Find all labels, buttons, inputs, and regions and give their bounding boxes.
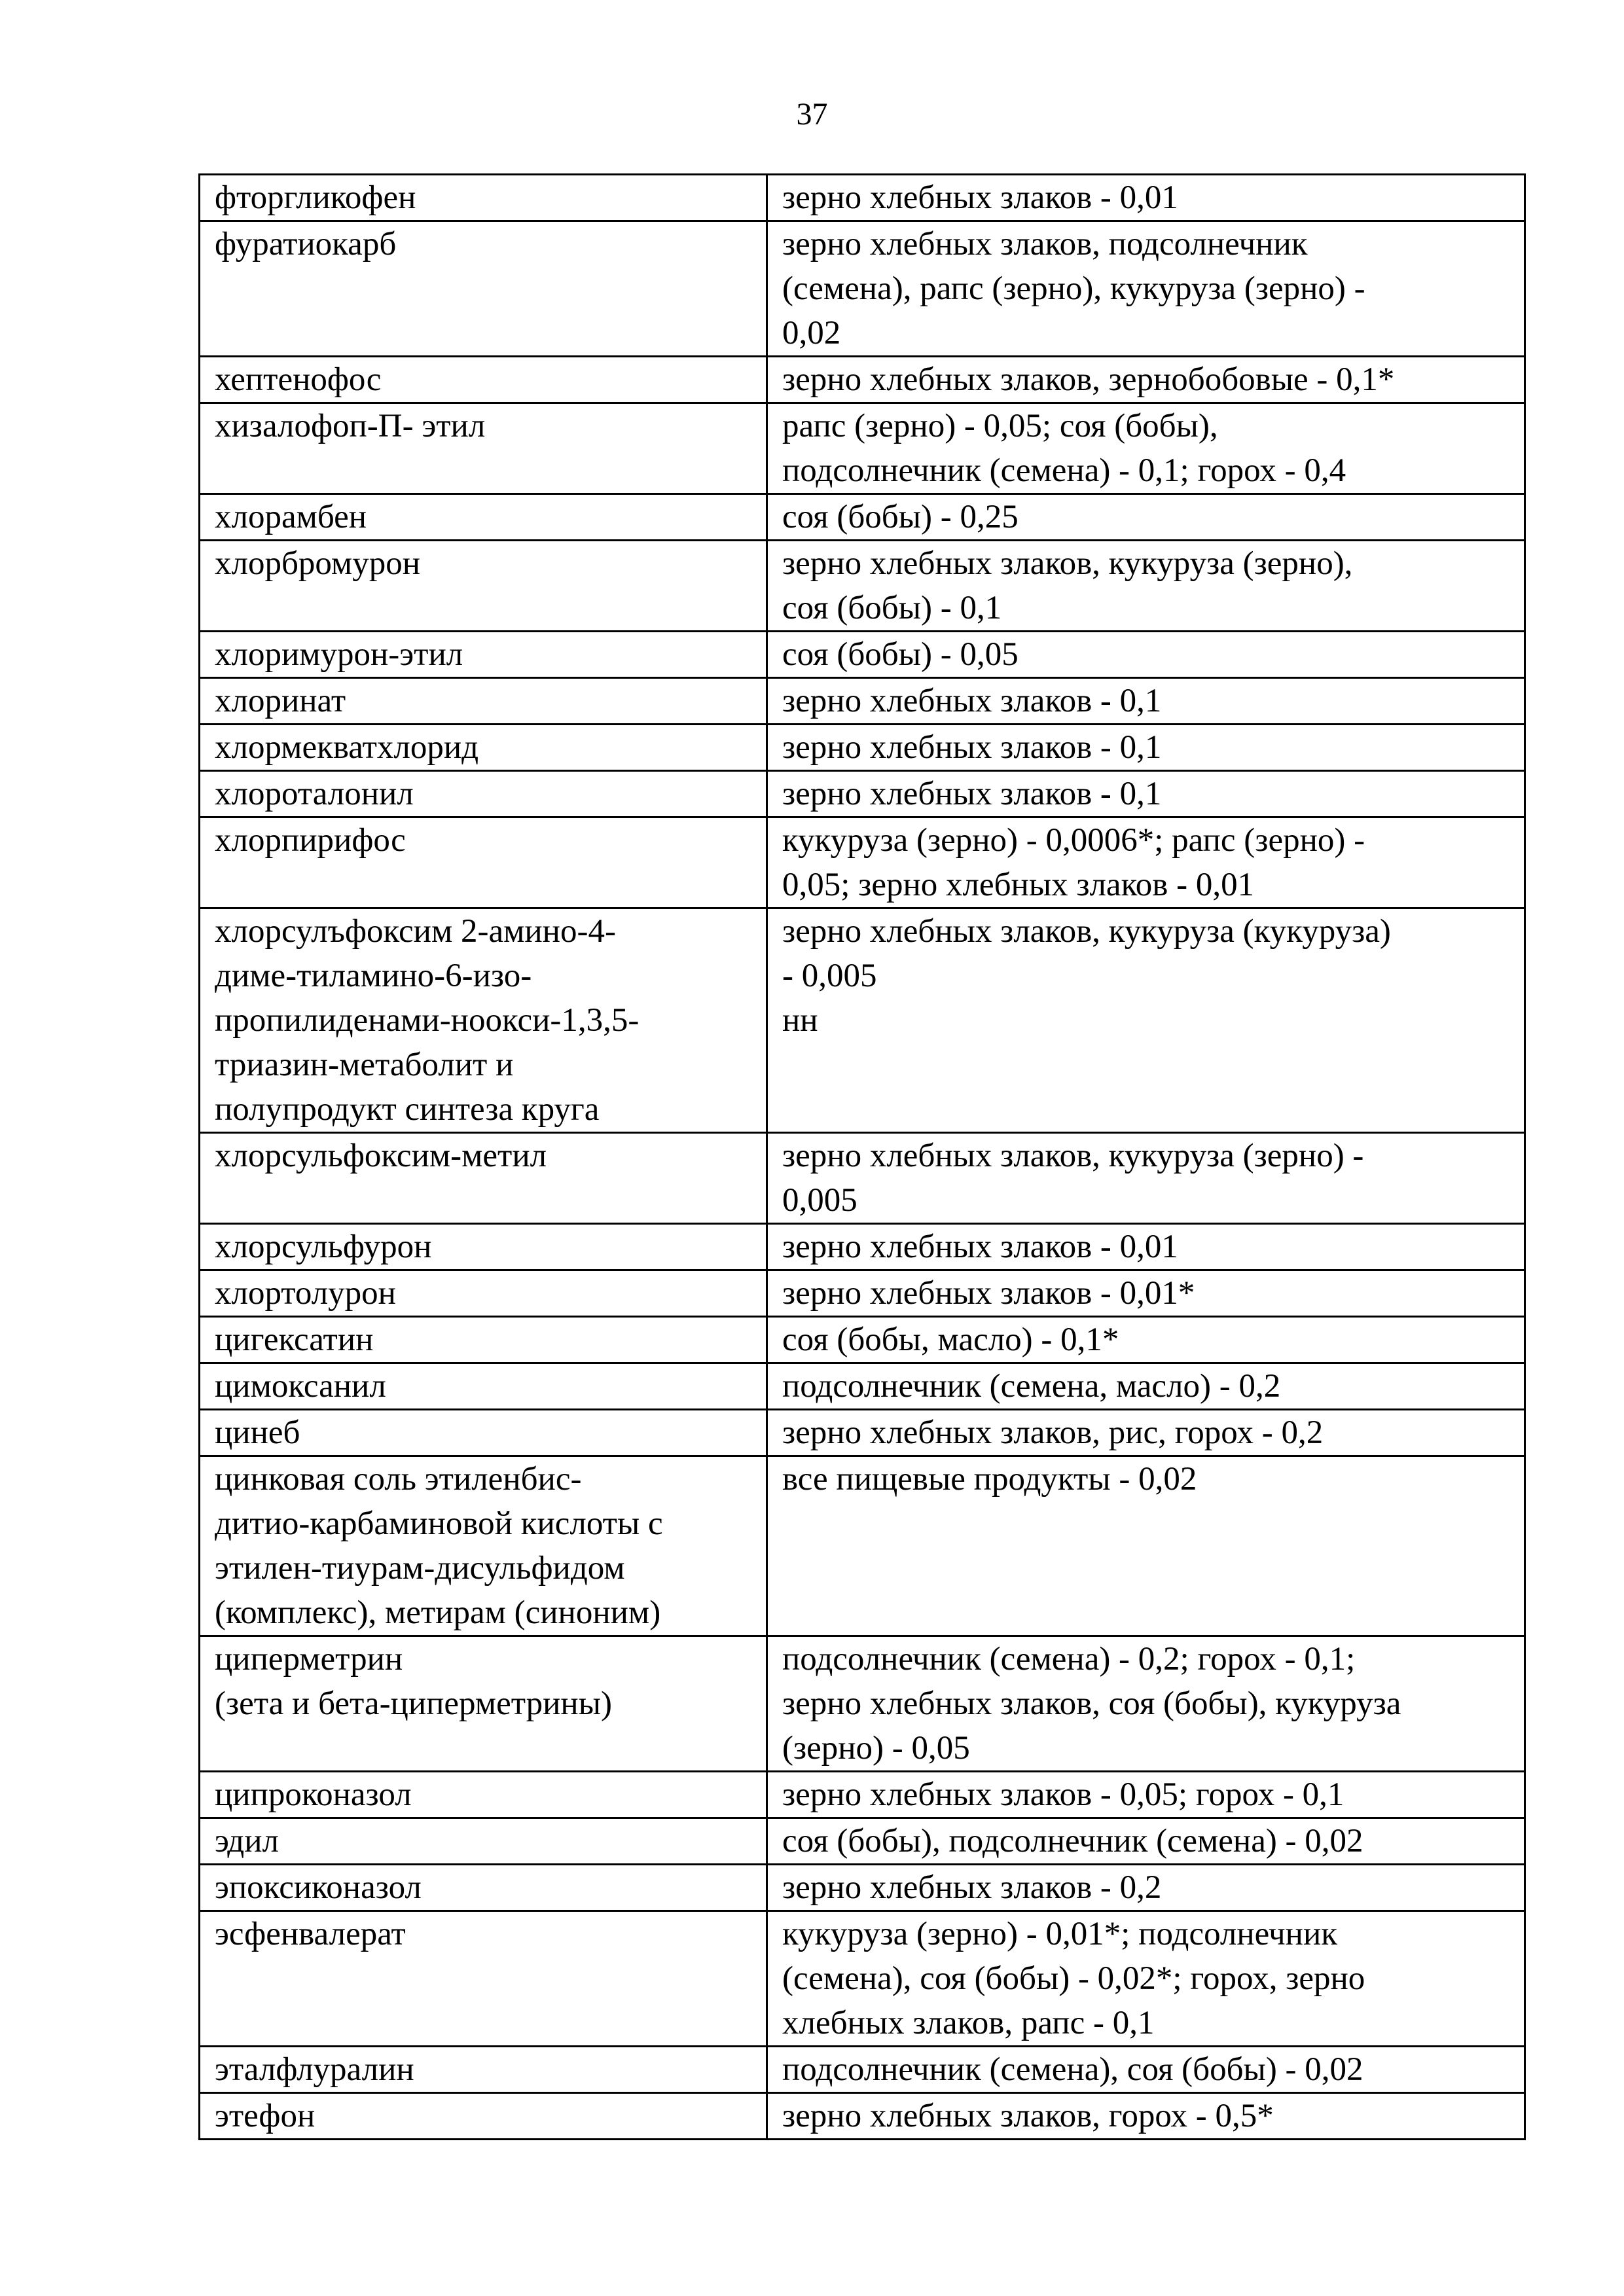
table-row	[200, 725, 1525, 771]
residue-limit-line: соя (бобы) - 0,25	[782, 499, 1019, 535]
residue-limit-cell	[767, 541, 1525, 632]
residue-limit-line: все пищевые продукты - 0,02	[782, 1461, 1197, 1498]
substance-name-cell	[200, 221, 767, 357]
residue-limit-line: подсолнечник (семена) - 0,1; горох - 0,4	[782, 452, 1346, 489]
table-row	[200, 771, 1525, 817]
residue-limit-cell	[767, 2093, 1525, 2140]
residue-limit-line: зерно хлебных злаков, кукуруза (зерно),	[782, 545, 1353, 582]
table-row	[200, 175, 1525, 221]
residue-limit-line: зерно хлебных злаков, горох - 0,5*	[782, 2098, 1274, 2134]
substance-name-line: (зета и бета-циперметрины)	[215, 1685, 612, 1722]
residue-limit-line: зерно хлебных злаков, кукуруза (зерно) -	[782, 1138, 1364, 1174]
substance-name-cell	[200, 403, 767, 494]
table-row	[200, 357, 1525, 403]
table-row	[200, 1636, 1525, 1772]
residue-limit-line: нн	[782, 1002, 818, 1039]
table-row	[200, 403, 1525, 494]
substance-name-cell	[200, 771, 767, 817]
substance-name-line: хлорамбен	[215, 499, 367, 535]
substance-name-line: хлорбромурон	[215, 545, 420, 582]
table-row	[200, 1317, 1525, 1363]
residue-limit-cell	[767, 1911, 1525, 2047]
substance-name-cell	[200, 908, 767, 1133]
table-row	[200, 1224, 1525, 1270]
residue-limit-cell	[767, 1410, 1525, 1456]
substance-name-cell	[200, 1410, 767, 1456]
table-row	[200, 1865, 1525, 1911]
substance-name-line: эсфенвалерат	[215, 1916, 406, 1952]
residue-limit-line: - 0,005	[782, 958, 877, 994]
substance-name-line: хизалофоп-П- этил	[215, 408, 486, 444]
residue-limit-line: зерно хлебных злаков - 0,01	[782, 179, 1178, 216]
substance-name-line: хлорсулъфоксим 2-амино-4-	[215, 913, 616, 950]
residue-limit-line: (зерно) - 0,05	[782, 1730, 970, 1767]
substance-name-line: цинковая соль этиленбис-	[215, 1461, 582, 1498]
substance-name-line: этефон	[215, 2098, 316, 2134]
residue-limit-line: подсолнечник (семена) - 0,2; горох - 0,1;	[782, 1641, 1356, 1677]
residue-limit-line: соя (бобы), подсолнечник (семена) - 0,02	[782, 1823, 1363, 1859]
substance-name-cell	[200, 2047, 767, 2093]
substance-name-line: хлормекватхлорид	[215, 729, 479, 766]
residue-limit-cell	[767, 403, 1525, 494]
substance-name-cell	[200, 1317, 767, 1363]
substance-name-cell	[200, 541, 767, 632]
substance-name-line: хлортолурон	[215, 1275, 396, 1312]
residue-limit-line: зерно хлебных злаков - 0,01*	[782, 1275, 1195, 1312]
residue-limit-cell	[767, 678, 1525, 725]
table-row	[200, 2047, 1525, 2093]
substance-name-line: полупродукт синтеза круга	[215, 1091, 600, 1128]
table-row	[200, 908, 1525, 1133]
residue-limit-cell	[767, 1772, 1525, 1818]
substance-name-cell	[200, 1865, 767, 1911]
substance-name-line: хлоринат	[215, 683, 346, 719]
page-number: 37	[796, 97, 828, 132]
substance-name-line: цинеб	[215, 1414, 300, 1451]
substance-name-line: цимоксанил	[215, 1368, 386, 1405]
residue-limit-line: зерно хлебных злаков - 0,01	[782, 1229, 1178, 1265]
substance-name-line: диме-тиламино-6-изо-	[215, 958, 532, 994]
residue-limit-cell	[767, 1317, 1525, 1363]
substance-name-cell	[200, 678, 767, 725]
table-row	[200, 1818, 1525, 1865]
residue-limit-cell	[767, 1456, 1525, 1636]
substance-name-line: хлорсульфоксим-метил	[215, 1138, 547, 1174]
residue-limit-line: зерно хлебных злаков - 0,1	[782, 776, 1162, 812]
table-body	[200, 175, 1525, 2140]
residue-limit-line: рапс (зерно) - 0,05; соя (бобы),	[782, 408, 1218, 444]
residue-limit-line: зерно хлебных злаков, соя (бобы), кукуруза	[782, 1685, 1401, 1722]
residue-limit-line: подсолнечник (семена, масло) - 0,2	[782, 1368, 1281, 1405]
residue-limit-line: подсолнечник (семена), соя (бобы) - 0,02	[782, 2051, 1363, 2088]
substance-name-line: хлороталонил	[215, 776, 414, 812]
residue-limit-line: зерно хлебных злаков, рис, горох - 0,2	[782, 1414, 1324, 1451]
residue-limit-cell	[767, 725, 1525, 771]
substance-name-line: дитио-карбаминовой кислоты с	[215, 1505, 663, 1542]
substance-name-line: хлоримурон-этил	[215, 636, 463, 673]
substance-name-cell	[200, 2093, 767, 2140]
substance-name-line: фуратиокарб	[215, 226, 397, 262]
substance-name-line: хлорпирифос	[215, 822, 406, 859]
table-row	[200, 221, 1525, 357]
residue-limit-cell	[767, 817, 1525, 908]
residue-limit-cell	[767, 1363, 1525, 1410]
residue-limit-cell	[767, 221, 1525, 357]
substance-name-cell	[200, 1363, 767, 1410]
residue-limit-cell	[767, 632, 1525, 678]
table-row	[200, 1911, 1525, 2047]
residue-limit-cell	[767, 1636, 1525, 1772]
residue-limit-line: 0,02	[782, 315, 841, 351]
table-row	[200, 2093, 1525, 2140]
residue-limit-line: соя (бобы) - 0,05	[782, 636, 1019, 673]
substance-name-cell	[200, 1270, 767, 1317]
residue-limit-line: зерно хлебных злаков - 0,1	[782, 683, 1162, 719]
residue-limits-table	[198, 173, 1526, 2140]
substance-name-line: хептенофос	[215, 361, 382, 398]
substance-name-line: хлорсульфурон	[215, 1229, 432, 1265]
residue-limit-line: (семена), соя (бобы) - 0,02*; горох, зерно	[782, 1960, 1365, 1997]
substance-name-line: этилен-тиурам-дисульфидом	[215, 1550, 625, 1587]
substance-name-cell	[200, 817, 767, 908]
substance-name-line: эдил	[215, 1823, 279, 1859]
residue-limit-cell	[767, 1133, 1525, 1224]
residue-limit-line: кукуруза (зерно) - 0,0006*; рапс (зерно) -	[782, 822, 1365, 859]
residue-limit-cell	[767, 908, 1525, 1133]
substance-name-cell	[200, 1224, 767, 1270]
residue-limit-cell	[767, 494, 1525, 541]
substance-name-cell	[200, 632, 767, 678]
substance-name-line: циперметрин	[215, 1641, 403, 1677]
table-row	[200, 494, 1525, 541]
substance-name-line: цигексатин	[215, 1321, 374, 1358]
residue-limit-line: зерно хлебных злаков, кукуруза (кукуруза)	[782, 913, 1391, 950]
residue-limit-cell	[767, 2047, 1525, 2093]
residue-limit-line: зерно хлебных злаков - 0,2	[782, 1869, 1162, 1906]
residue-limit-line: зерно хлебных злаков, подсолнечник	[782, 226, 1308, 262]
table-row	[200, 632, 1525, 678]
table-row	[200, 1772, 1525, 1818]
residue-limit-line: зерно хлебных злаков - 0,05; горох - 0,1	[782, 1776, 1344, 1813]
substance-name-cell	[200, 494, 767, 541]
residue-limit-cell	[767, 1224, 1525, 1270]
substance-name-line: эталфлуралин	[215, 2051, 414, 2088]
substance-name-cell	[200, 725, 767, 771]
residue-limit-line: (семена), рапс (зерно), кукуруза (зерно) -	[782, 270, 1365, 307]
residue-limit-line: хлебных злаков, рапс - 0,1	[782, 2005, 1155, 2041]
substance-name-cell	[200, 1818, 767, 1865]
substance-name-line: пропилиденами-ноокси-1,3,5-	[215, 1002, 640, 1039]
table-row	[200, 1456, 1525, 1636]
residue-limit-line: соя (бобы, масло) - 0,1*	[782, 1321, 1119, 1358]
substance-name-cell	[200, 1636, 767, 1772]
substance-name-line: ципроконазол	[215, 1776, 412, 1813]
substance-name-line: (комплекс), метирам (синоним)	[215, 1594, 661, 1631]
residue-limit-cell	[767, 1865, 1525, 1911]
substance-name-line: триазин-метаболит и	[215, 1047, 514, 1083]
substance-name-line: эпоксиконазол	[215, 1869, 422, 1906]
residue-limit-line: 0,005	[782, 1182, 857, 1219]
substance-name-cell	[200, 357, 767, 403]
table-row	[200, 678, 1525, 725]
residue-limit-line: зерно хлебных злаков - 0,1	[782, 729, 1162, 766]
substance-name-cell	[200, 175, 767, 221]
residue-limit-line: кукуруза (зерно) - 0,01*; подсолнечник	[782, 1916, 1338, 1952]
residue-limit-line: соя (бобы) - 0,1	[782, 590, 1002, 626]
substance-name-line: фторгликофен	[215, 179, 416, 216]
table-row	[200, 1270, 1525, 1317]
residue-limit-line: 0,05; зерно хлебных злаков - 0,01	[782, 867, 1255, 903]
substance-name-cell	[200, 1133, 767, 1224]
table-row	[200, 541, 1525, 632]
table-row	[200, 1363, 1525, 1410]
table-row	[200, 817, 1525, 908]
table-row	[200, 1133, 1525, 1224]
residue-limit-cell	[767, 175, 1525, 221]
substance-name-cell	[200, 1456, 767, 1636]
substance-name-cell	[200, 1772, 767, 1818]
residue-limit-cell	[767, 771, 1525, 817]
substance-name-cell	[200, 1911, 767, 2047]
residue-limit-line: зерно хлебных злаков, зернобобовые - 0,1*	[782, 361, 1395, 398]
table-row	[200, 1410, 1525, 1456]
residue-limit-cell	[767, 1270, 1525, 1317]
residue-limit-cell	[767, 1818, 1525, 1865]
residue-limit-cell	[767, 357, 1525, 403]
